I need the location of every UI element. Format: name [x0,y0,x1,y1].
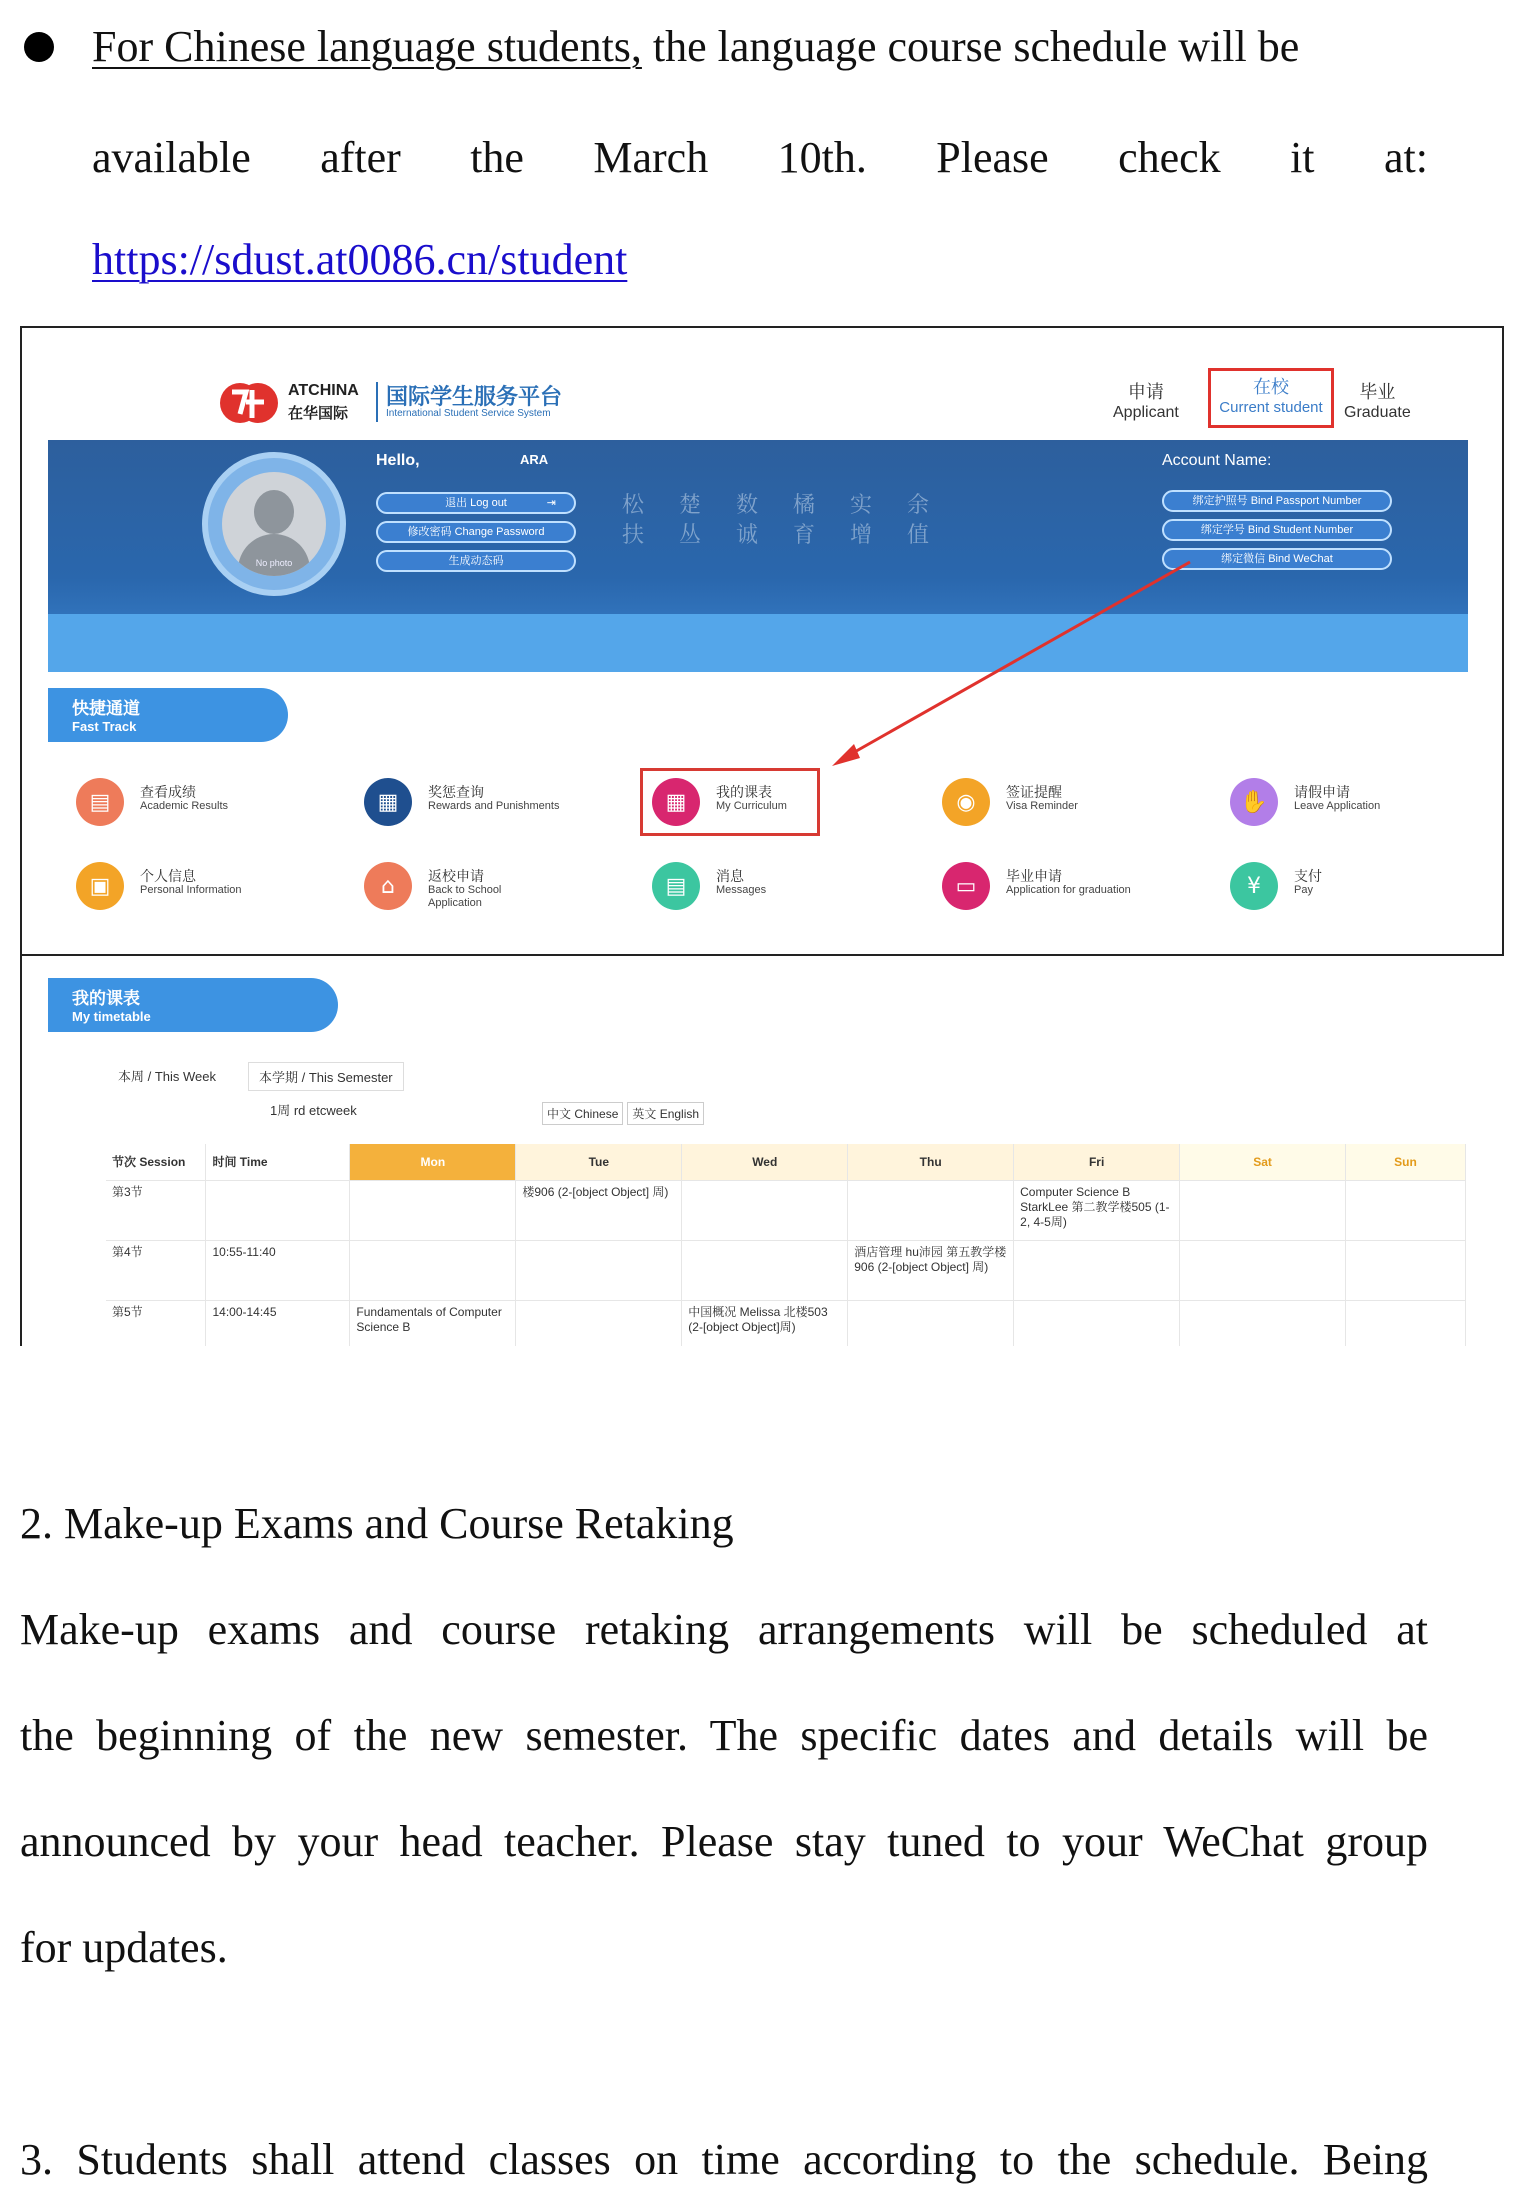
header-tue: Tue [516,1144,682,1180]
status-tab-graduate[interactable] [1344,378,1411,422]
section-3-line: 3. Students shall attend classes on time according to the schedule. Being [20,2135,1428,2184]
bind-passport-button[interactable] [1162,490,1392,512]
status-tab-label-cn: 申请 [1127,382,1164,402]
shortcut-label-cn: 奖惩查询 [428,784,484,800]
intro-underlined-text: For Chinese language students, [92,22,642,71]
header-mon: Mon [350,1144,516,1180]
shortcut-label-en: Messages [716,884,767,896]
report-icon: ▤ [76,778,124,826]
id-card-icon: ▣ [76,862,124,910]
fast-track-title-en: Fast Track [72,719,137,734]
timetable-header-row [106,1144,1466,1180]
hello-label: Hello, [376,452,420,469]
document-icon: ▦ [364,778,412,826]
platform-title-cn: 国际学生服务平台 [386,384,563,409]
word: the [470,133,524,182]
shortcut-rewards-punishments[interactable] [364,774,604,830]
word: after [320,133,401,182]
cell-time: 14:00-14:45 [206,1300,350,1346]
intro-link-line [92,235,628,284]
student-portal-link[interactable]: https://sdust.at0086.cn/student [92,235,628,284]
word: available [92,133,251,182]
change-password-button[interactable] [376,521,576,543]
shortcut-label-cn: 查看成绩 [140,784,196,800]
cell-mon[interactable]: Fundamentals of Computer Science B [350,1300,516,1346]
shortcut-label-en: Personal Information [140,884,242,896]
cell-tue[interactable]: 楼906 (2-[object Object] 周) [516,1180,682,1240]
monitor-icon: ▭ [942,862,990,910]
tab-this-semester[interactable]: 本学期 / This Semester [248,1062,404,1091]
header-wed: Wed [682,1144,848,1180]
shortcut-label-en: Leave Application [1294,800,1381,812]
language-switch [542,1102,708,1125]
shortcut-visa-reminder[interactable] [942,774,1182,830]
word: check [1118,133,1221,182]
shortcut-personal-information[interactable] [76,858,316,914]
avatar-placeholder-icon [222,472,326,576]
school-icon: ⌂ [364,862,412,910]
fast-track-header [48,688,288,742]
header-session: 节次 Session [106,1144,206,1180]
shortcut-label-en: Rewards and Punishments [428,800,560,812]
cell-sun [1345,1180,1465,1240]
bullet-dot [24,32,54,62]
table-row [106,1180,1466,1240]
week-label: 1周 rd etcweek [270,1103,357,1118]
shortcut-academic-results[interactable] [76,774,316,830]
table-row [106,1240,1466,1300]
shortcut-leave-application[interactable] [1230,774,1470,830]
cell-wed [682,1180,848,1240]
hello-username: ARA [520,452,549,467]
shortcut-label-en: Application for graduation [1006,884,1131,896]
status-tab-label-en: Current student [1219,399,1323,416]
cell-sat [1180,1180,1346,1240]
shortcut-label-cn: 我的课表 [716,784,772,800]
cell-tue [516,1300,682,1346]
status-tab-label-en: Graduate [1344,404,1411,421]
english-language-button[interactable]: 英文 English [627,1102,704,1125]
bind-student-number-button[interactable] [1162,519,1392,541]
logout-label: 退出 Log out [445,497,507,509]
shortcut-back-to-school[interactable] [364,858,604,914]
section-2-heading: 2. Make-up Exams and Course Retaking [20,1499,734,1548]
timetable-title-en: My timetable [72,1009,151,1024]
cell-fri [1014,1240,1180,1300]
portal-topbar [48,364,1468,434]
logo-divider [376,382,378,422]
logout-icon: ⇥ [546,497,556,509]
intro-rest-text: the language course schedule will be [641,22,1300,71]
shortcut-label-en: Pay [1294,884,1313,896]
word: Please [936,133,1049,182]
logo-text-en: ATCHINA [288,382,359,399]
word: at: [1383,133,1428,182]
avatar[interactable] [202,452,346,596]
atchina-logo-icon [218,378,280,428]
banner-calligraphy: 松 楚 数 橘 实 余 [622,493,943,518]
shortcut-label-cn: 消息 [716,868,744,884]
shortcut-label-cn: 返校申请 [428,868,484,884]
intro-line-1 [92,22,1300,71]
logo-text-cn: 在华国际 [288,404,349,422]
logout-button[interactable] [376,492,576,514]
cell-sun [1345,1300,1465,1346]
header-time: 时间 Time [206,1144,350,1180]
header-sun: Sun [1345,1144,1465,1180]
section-2-line: the beginning of the new semester. The specific dates and details will be [20,1711,1428,1760]
shortcut-label-cn: 签证提醒 [1006,784,1062,800]
payment-icon: ¥ [1230,862,1278,910]
shortcut-label-en: Back to School Application [428,884,502,910]
banner-calligraphy: 扶 丛 诚 育 增 值 [622,523,943,548]
timetable-header [48,978,338,1032]
avatar-caption: No photo [255,558,293,568]
intro-line-2 [92,132,1428,183]
status-tab-applicant[interactable] [1113,378,1179,422]
banner-bottom-band [48,614,1468,672]
word: it [1290,133,1315,182]
status-tab-current-student[interactable] [1208,368,1334,428]
passport-icon: ◉ [942,778,990,826]
section-2-last-line: for updates. [20,1923,228,1972]
shortcut-pay[interactable] [1230,858,1470,914]
cell-sat [1180,1240,1346,1300]
shortcut-label-cn: 毕业申请 [1006,868,1062,884]
portal-screenshot [20,326,1504,956]
account-name-label: Account Name: [1162,452,1272,469]
shortcut-graduation-application[interactable] [942,858,1202,914]
shortcut-label-cn: 个人信息 [140,868,196,884]
shortcut-label-en: Academic Results [140,800,229,812]
generate-code-label: 生成动态码 [448,555,504,567]
timetable-table [106,1144,1466,1346]
cell-session: 第4节 [106,1240,206,1300]
section-2-line: announced by your head teacher. Please stay tuned to your WeChat group [20,1817,1428,1866]
cell-mon [350,1240,516,1300]
status-tab-label-cn: 在校 [1253,377,1289,397]
bind-wechat-label: 绑定微信 Bind WeChat [1221,553,1333,565]
cell-sun [1345,1240,1465,1300]
bind-passport-label: 绑定护照号 Bind Passport Number [1192,495,1362,507]
cell-tue [516,1240,682,1300]
status-tab-label-en: Applicant [1113,404,1179,421]
shortcut-label-cn: 支付 [1294,868,1322,884]
message-icon: ▤ [652,862,700,910]
my-curriculum-highlight [640,768,820,836]
word: March [593,133,709,182]
cell-fri [1014,1300,1180,1346]
cell-thu [848,1300,1014,1346]
cell-wed[interactable]: 中国概况 Melissa 北楼503 (2-[object Object]周) [682,1300,848,1346]
cell-fri[interactable]: Computer Science B StarkLee 第二教学楼505 (1-2, 4-5周) [1014,1180,1180,1240]
header-thu: Thu [848,1144,1014,1180]
cell-time [206,1180,350,1240]
bind-student-label: 绑定学号 Bind Student Number [1200,524,1354,536]
hand-icon: ✋ [1230,778,1278,826]
change-password-label: 修改密码 Change Password [407,526,545,538]
platform-title-en: International Student Service System [386,408,551,419]
status-tab-label-cn: 毕业 [1359,382,1396,402]
shortcut-label-cn: 请假申请 [1294,784,1350,800]
cell-wed [682,1240,848,1300]
shortcut-label-en: My Curriculum [716,800,787,812]
calendar-grid-icon: ▦ [652,778,700,826]
shortcut-messages[interactable] [652,858,892,914]
header-fri: Fri [1014,1144,1180,1180]
cell-session: 第5节 [106,1300,206,1346]
shortcut-label-en: Visa Reminder [1006,800,1078,812]
timetable-screenshot [20,956,1504,1346]
table-row [106,1300,1466,1346]
cell-mon [350,1180,516,1240]
cell-sat [1180,1300,1346,1346]
section-2-line: Make-up exams and course retaking arrangements will be scheduled at [20,1605,1428,1654]
header-sat: Sat [1180,1144,1346,1180]
chinese-language-button[interactable]: 中文 Chinese [542,1102,623,1125]
bind-wechat-button[interactable] [1162,548,1392,570]
timetable-title-cn: 我的课表 [72,989,140,1008]
fast-track-title-cn: 快捷通道 [72,699,140,718]
cell-thu [848,1180,1014,1240]
generate-code-button[interactable] [376,550,576,572]
cell-thu[interactable]: 酒店管理 hu沛园 第五教学楼906 (2-[object Object] 周) [848,1240,1014,1300]
cell-time: 10:55-11:40 [206,1240,350,1300]
tab-this-week[interactable]: 本周 / This Week [118,1069,217,1084]
word: 10th. [777,133,867,182]
cell-session: 第3节 [106,1180,206,1240]
